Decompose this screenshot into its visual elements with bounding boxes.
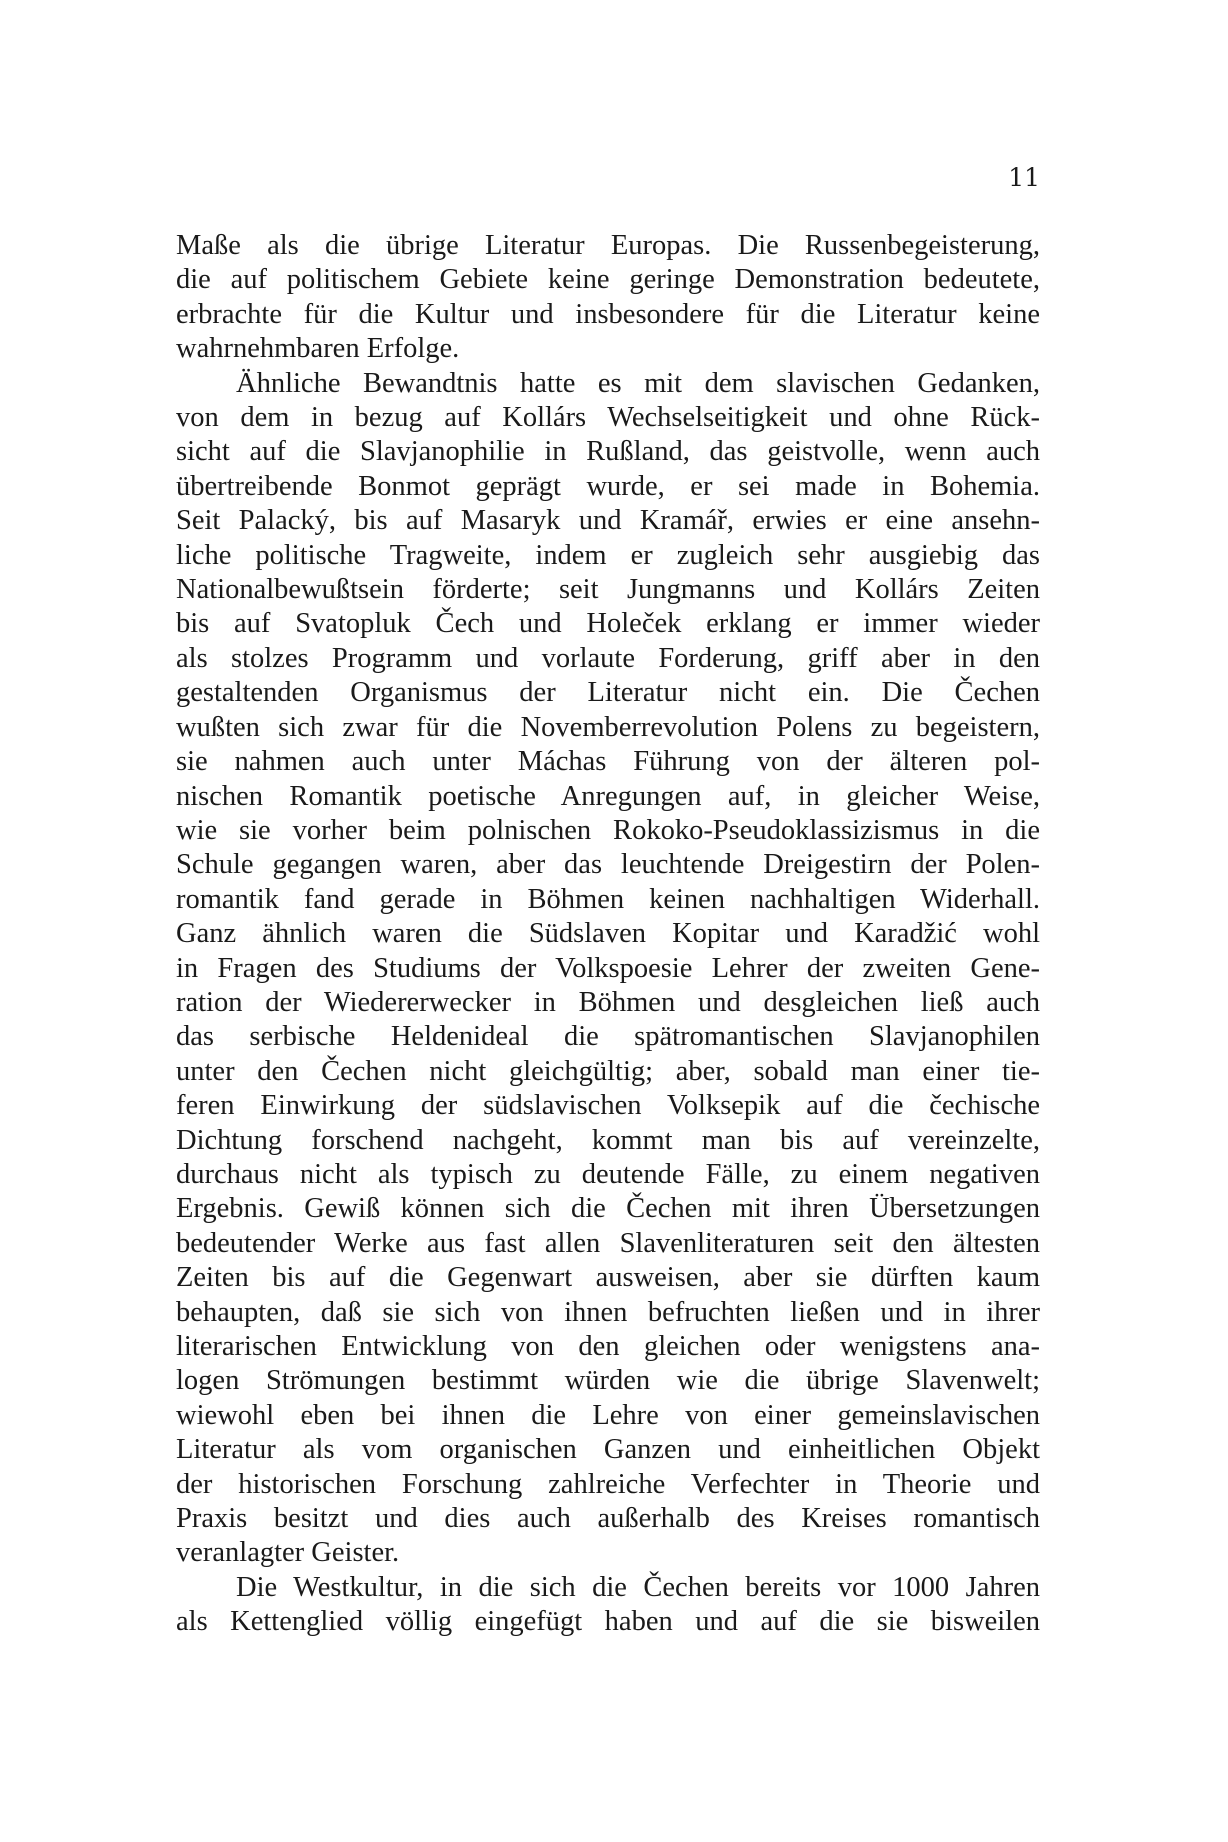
text-line: liche politische Tragweite, indem er zugleich sehr ausgiebig das	[176, 539, 1040, 571]
text-line: behaupten, daß sie sich von ihnen befruchten ließen und in ihrer	[176, 1296, 1040, 1328]
paragraph	[176, 1571, 1040, 1640]
text-line: wußten sich zwar für die Novemberrevolution Polens zu begeistern,	[176, 711, 1040, 743]
text-line: wiewohl eben bei ihnen die Lehre von einer gemeinslavischen	[176, 1399, 1040, 1431]
text-line: veranlagter Geister.	[176, 1537, 400, 1569]
page-number: 11	[1008, 163, 1040, 192]
text-line: unter den Čechen nicht gleichgültig; aber, sobald man einer tie-	[176, 1055, 1040, 1087]
text-line: durchaus nicht als typisch zu deutende Fälle, zu einem negativen	[176, 1158, 1040, 1190]
paragraph	[176, 229, 1040, 367]
text-line: wahrnehmbaren Erfolge.	[176, 333, 460, 365]
text-line: der historischen Forschung zahlreiche Verfechter in Theorie und	[176, 1468, 1040, 1500]
text-line: bis auf Svatopluk Čech und Holeček erklang er immer wieder	[176, 608, 1040, 640]
text-line: Ganz ähnlich waren die Südslaven Kopitar und Karadžić wohl	[176, 918, 1040, 950]
text-line: gestaltenden Organismus der Literatur nicht ein. Die Čechen	[176, 677, 1040, 709]
text-line: romantik fand gerade in Böhmen keinen nachhaltigen Widerhall.	[176, 883, 1040, 915]
text-line: sicht auf die Slavjanophilie in Rußland, das geistvolle, wenn auch	[176, 436, 1040, 468]
text-line: Ergebnis. Gewiß können sich die Čechen mit ihren Übersetzungen	[176, 1193, 1040, 1225]
text-line: in Fragen des Studiums der Volkspoesie Lehrer der zweiten Gene-	[176, 952, 1040, 984]
text-line: ration der Wiedererwecker in Böhmen und desgleichen ließ auch	[176, 986, 1040, 1018]
text-line: Seit Palacký, bis auf Masaryk und Kramář, erwies er eine ansehn-	[176, 505, 1040, 537]
text-line: Nationalbewußtsein förderte; seit Jungmanns und Kollárs Zeiten	[176, 574, 1040, 606]
text-line: Zeiten bis auf die Gegenwart ausweisen, aber sie dürften kaum	[176, 1262, 1040, 1294]
paragraph	[176, 367, 1040, 1571]
text-line: Praxis besitzt und dies auch außerhalb des Kreises romantisch	[176, 1503, 1040, 1535]
text-line: übertreibende Bonmot geprägt wurde, er sei made in Bohemia.	[176, 470, 1040, 502]
text-line: sie nahmen auch unter Máchas Führung von der älteren pol-	[176, 746, 1040, 778]
text-line: Die Westkultur, in die sich die Čechen bereits vor 1000 Jahren	[236, 1571, 1040, 1603]
text-line: erbrachte für die Kultur und insbesondere für die Literatur keine	[176, 298, 1040, 330]
text-line: von dem in bezug auf Kollárs Wechselseitigkeit und ohne Rück-	[176, 402, 1040, 434]
text-line: wie sie vorher beim polnischen Rokoko-Pseudoklassizismus in die	[176, 814, 1040, 846]
text-line: logen Strömungen bestimmt würden wie die übrige Slavenwelt;	[176, 1365, 1040, 1397]
text-line: feren Einwirkung der südslavischen Volksepik auf die čechische	[176, 1090, 1040, 1122]
text-line: bedeutender Werke aus fast allen Slavenliteraturen seit den ältesten	[176, 1227, 1040, 1259]
text-line: das serbische Heldenideal die spätromantischen Slavjanophilen	[176, 1021, 1040, 1053]
text-line: die auf politischem Gebiete keine geringe Demonstration bedeutete,	[176, 264, 1040, 296]
text-line: als stolzes Programm und vorlaute Forderung, griff aber in den	[176, 642, 1040, 674]
text-line: Ähnliche Bewandtnis hatte es mit dem slavischen Gedanken,	[236, 367, 1040, 399]
text-line: Maße als die übrige Literatur Europas. Die Russenbegeisterung,	[176, 230, 1040, 261]
text-line: als Kettenglied völlig eingefügt haben und auf die sie bisweilen	[176, 1606, 1040, 1638]
text-line: nischen Romantik poetische Anregungen auf, in gleicher Weise,	[176, 780, 1040, 812]
body-text	[176, 229, 1040, 1640]
text-line: Dichtung forschend nachgeht, kommt man bis auf vereinzelte,	[176, 1124, 1040, 1156]
text-line: literarischen Entwicklung von den gleichen oder wenigstens ana-	[176, 1331, 1040, 1362]
text-line: Literatur als vom organischen Ganzen und einheitlichen Objekt	[176, 1434, 1040, 1466]
text-line: Schule gegangen waren, aber das leuchtende Dreigestirn der Polen-	[176, 849, 1040, 881]
